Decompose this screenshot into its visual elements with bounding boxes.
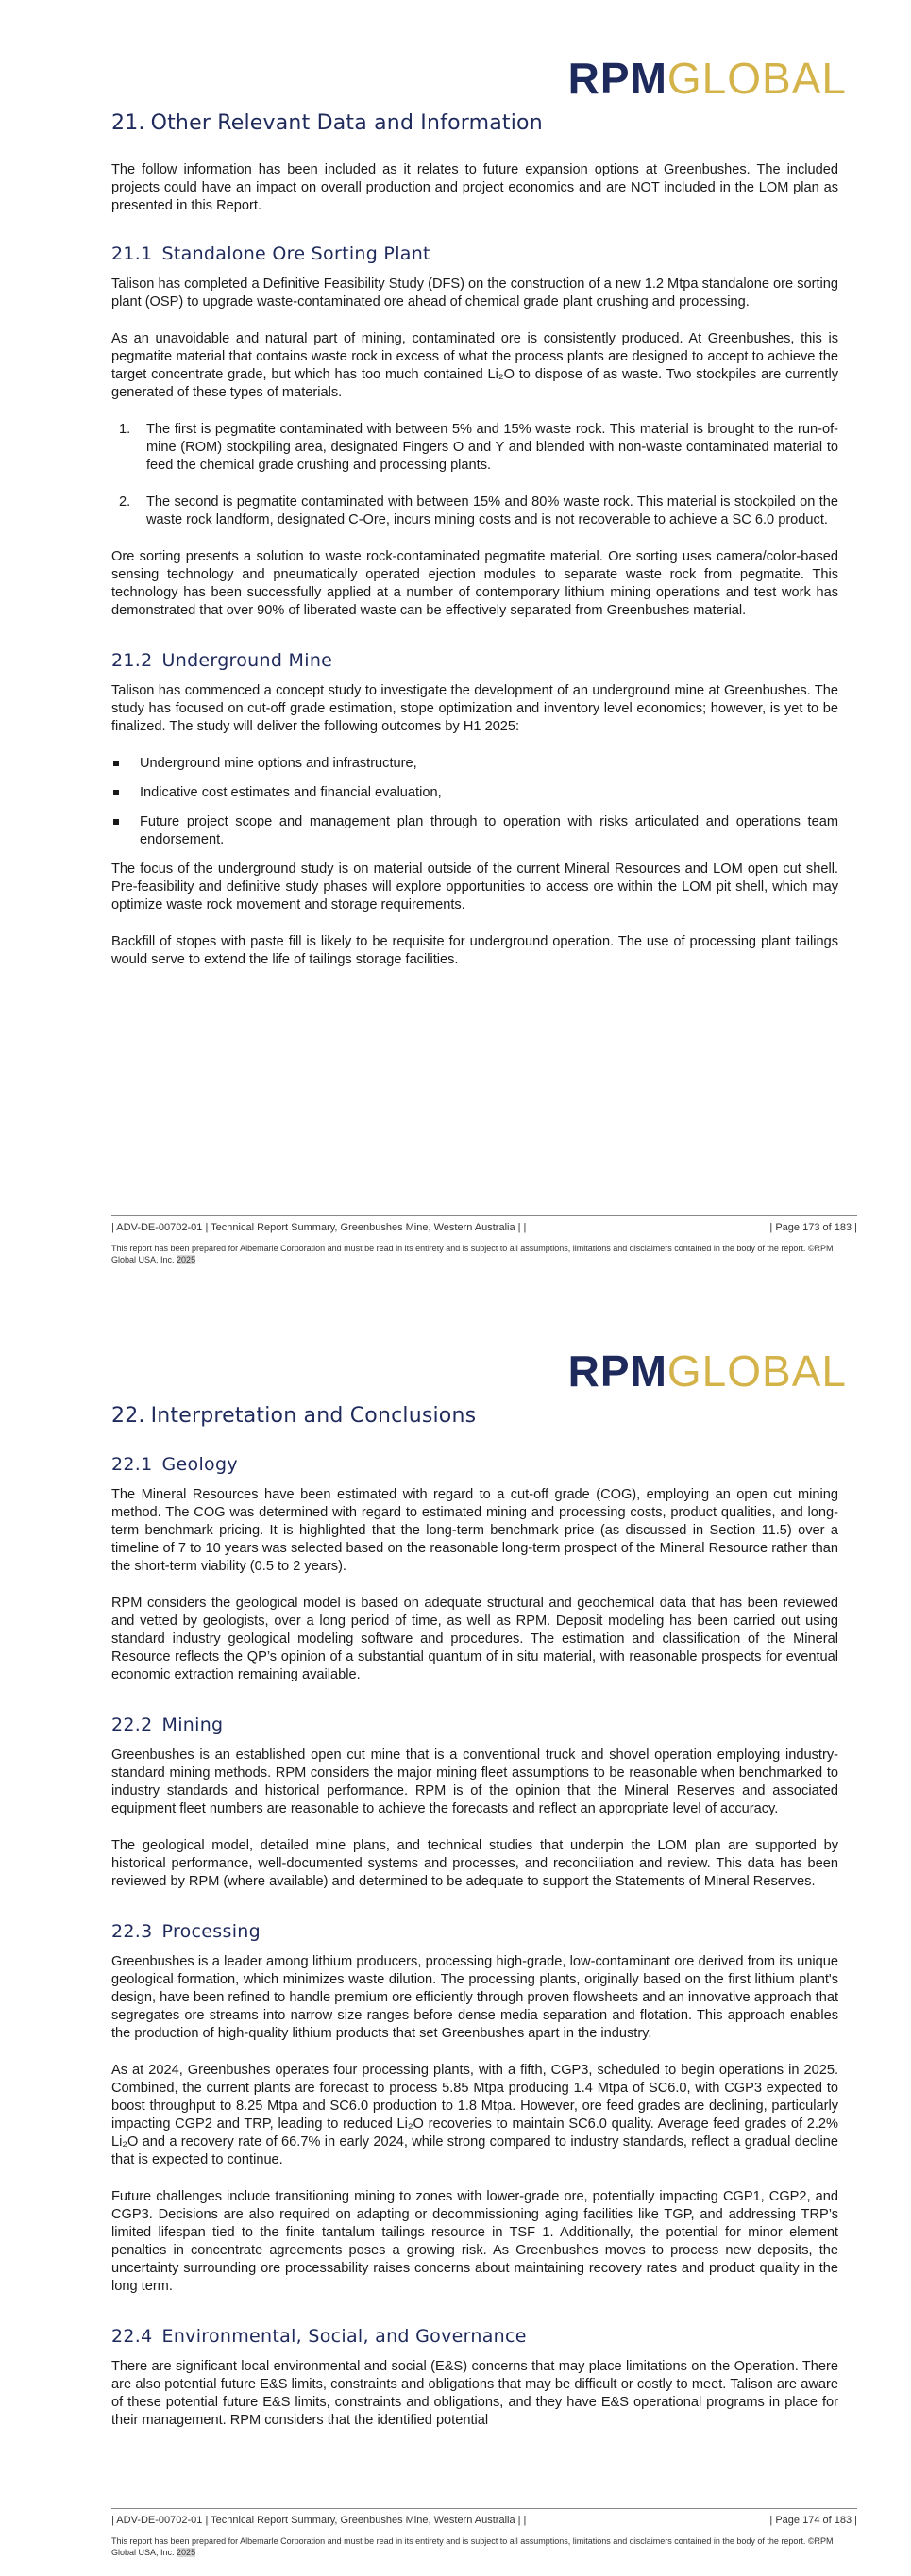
paragraph: As at 2024, Greenbushes operates four processing plants, with a fifth, CGP3, scheduled to begin operations in 2025. Combined, the current plants are forecast to process 5.85 Mtpa producing 1.4 Mtpa of SC6.0, with CGP3 expected to boost throughput to 8.25 Mtpa and SC6.0 production to 1.8 Mtpa. However, ore feed grades are declining, particularly impacting CGP2 and TRP, leading to reduced Li₂O recoveries to maintain SC6.0 quality. Average feed grades of 2.2% Li₂O and a recovery rate of 66.7% in early 2024, while strong compared to industry standards, reflect a gradual decline that is expected to continue.	[111, 2063, 838, 2167]
section-21-heading: 21. Other Relevant Data and Information	[111, 111, 543, 135]
rpm-global-logo: RPMGLOBAL	[567, 1347, 847, 1396]
paragraph: Talison has completed a Definitive Feasibility Study (DFS) on the construction of a new 1.2 Mtpa standalone ore sorting plant (OSP) to upgrade waste-contaminated ore ahead of chemical grade plant crushing and processing.	[111, 276, 838, 309]
section-21-1-heading: 21.1 Standalone Ore Sorting Plant	[111, 243, 430, 264]
footer-disclaimer: This report has been prepared for Albemarle Corporation and must be read in its entirety and is subject to all assumptions, limitations and disclaimers contained in the body of the report. ©RPM Global USA, Inc. 2025	[111, 2536, 834, 2557]
paragraph: Backfill of stopes with paste fill is likely to be requisite for underground operation. The use of processing plant tailings would serve to extend the life of tailings storage facilities.	[111, 934, 838, 967]
section-22-heading: 22. Interpretation and Conclusions	[111, 1404, 477, 1428]
square-bullet-icon	[113, 761, 119, 766]
footer-copyright: ©RPM Global USA, Inc. 2025	[111, 2536, 834, 2557]
list-item: Indicative cost estimates and financial evaluation,	[111, 784, 838, 802]
footer-disclaimer: This report has been prepared for Albemarle Corporation and must be read in its entirety and is subject to all assumptions, limitations and disclaimers contained in the body of the report. ©RPM Global USA, Inc. 2025	[111, 1244, 834, 1264]
footer-divider	[111, 2508, 857, 2509]
paragraph: Talison has commenced a concept study to investigate the development of an underground mine at Greenbushes. The study has focused on cut-off grade estimation, stope optimization and inventory level economics; however, is yet to be finalized. The study will deliver the following outcomes by H1 2025:	[111, 683, 838, 734]
section-22-3	[111, 1921, 838, 2296]
page-footer	[111, 2508, 857, 2558]
paragraph: Ore sorting presents a solution to waste rock-contaminated pegmatite material. Ore sorting uses camera/color-based sensing technology and pneumatically operated ejection modules to separate waste rock from pegmatite. This technology has been successfully applied at a number of contemporary lithium mining operations and test work has demonstrated that over 90% of liberated waste can be effectively separated from Greenbushes material.	[111, 549, 838, 618]
outcomes-list	[111, 755, 838, 849]
paragraph: The Mineral Resources have been estimated with regard to a cut-off grade (COG), employing an open cut mining method. The COG was determined with regard to estimated mining and processing costs, product qualities, and long-term benchmark pricing. It is highlighted that the long-term benchmark price (as discussed in Section 11.5) over a timeline of 7 to 10 years was selected based on the reasonable long-term prospect of the Mineral Resource rather than the short-term viability (0.5 to 2 years).	[111, 1487, 838, 1574]
page-173-content	[111, 111, 838, 999]
section-22-2-heading: 22.2 Mining	[111, 1715, 224, 1735]
stockpile-list	[111, 421, 838, 529]
footer-page-number: | Page 174 of 183 |	[769, 2515, 857, 2526]
footer-copyright: ©RPM Global USA, Inc. 2025	[111, 1244, 834, 1264]
list-item: Underground mine options and infrastructure,	[111, 755, 838, 773]
paragraph: RPM considers the geological model is based on adequate structural and geochemical data that has been reviewed and vetted by geologists, over a long period of time, as well as RPM. Deposit modeling has been carried out using standard industry geological modeling software and procedures. The estimation and classification of the Mineral Resource reflects the QP’s opinion of a substantial quantum of in situ material, with reasonable prospects for eventual economic extraction remaining available.	[111, 1596, 838, 1682]
paragraph: As an unavoidable and natural part of mining, contaminated ore is consistently produced. At Greenbushes, this is pegmatite material that contains waste rock in excess of what the process plants are designed to accept to achieve the target concentrate grade, but which has too much contained Li₂O to dispose of as waste. Two stockpiles are currently generated of these types of materials.	[111, 331, 838, 400]
section-21-intro: The follow information has been included as it relates to future expansion options at Greenbushes. The included projects could have an impact on overall production and project economics and are NOT included in the LOM plan as presented in this Report.	[111, 162, 838, 213]
section-21-2-heading: 21.2 Underground Mine	[111, 650, 333, 671]
list-item: 2. The second is pegmatite contaminated with between 15% and 80% waste rock. This material is stockpiled on the waste rock landform, designated C-Ore, incurs mining costs and is not recoverable to achieve a SC 6.0 product.	[119, 494, 838, 527]
list-item: 1. The first is pegmatite contaminated with between 5% and 15% waste rock. This material is brought to the run-of-mine (ROM) stockpiling area, designated Fingers O and Y and blended with non-waste contaminated material to feed the chemical grade crushing and processing plants.	[119, 422, 838, 473]
paragraph: Future challenges include transitioning mining to zones with lower-grade ore, potentially impacting CGP1, CGP2, and CGP3. Decisions are also required on adapting or decommissioning aging facilities like TGP, and addressing TRP’s limited lifespan tied to the finite tantalum tailings resource in TSF 1. Additionally, the potential for minor element penalties in concentrate agreements poses a growing risk. As Greenbushes moves to process new deposits, the uncertainty surrounding ore processability raises concerns about maintaining recovery rates and product quality in the long term.	[111, 2189, 838, 2294]
section-22-4-heading: 22.4 Environmental, Social, and Governance	[111, 2326, 527, 2347]
page-174	[0, 1293, 911, 2576]
paragraph: Greenbushes is a leader among lithium producers, processing high-grade, low-contaminant ore derived from its unique geological formation, which minimizes waste dilution. The processing plants, originally based on the first lithium plant's design, have been refined to handle premium ore efficiently through proven flowsheets and an innovative approach that segregates ore streams into narrow size ranges before dense media separation and flotation. This approach enables the production of high-quality lithium products that set Greenbushes apart in the industry.	[111, 1954, 838, 2041]
footer-page-number: | Page 173 of 183 |	[769, 1222, 857, 1233]
footer-divider	[111, 1215, 857, 1216]
square-bullet-icon	[113, 819, 119, 825]
section-21-1	[111, 243, 838, 620]
paragraph: The focus of the underground study is on material outside of the current Mineral Resources and LOM open cut shell. Pre-feasibility and definitive study phases will explore opportunities to access ore within the LOM pit shell, which may optimize waste rock movement and storage requirements.	[111, 861, 838, 912]
page-footer	[111, 1215, 857, 1265]
list-item: Future project scope and management plan through to operation with risks articulated and operations team endorsement.	[111, 813, 838, 849]
paragraph: There are significant local environmental and social (E&S) concerns that may place limitations on the Operation. There are also potential future E&S limits, constraints and obligations that may be difficult or costly to meet. Talison are aware of these potential future E&S limits, constraints and obligations, and they have E&S operational programs in place for their management. RPM considers that the identified potential	[111, 2359, 838, 2428]
section-22-2	[111, 1715, 838, 1891]
section-22-1	[111, 1454, 838, 1684]
page-173	[0, 0, 911, 1279]
footer-document-info: | ADV-DE-00702-01 | Technical Report Summary, Greenbushes Mine, Western Australia | |	[111, 1222, 527, 1233]
footer-document-info: | ADV-DE-00702-01 | Technical Report Summary, Greenbushes Mine, Western Australia | |	[111, 2515, 527, 2526]
square-bullet-icon	[113, 790, 119, 795]
section-21-2	[111, 650, 838, 969]
paragraph: The geological model, detailed mine plans, and technical studies that underpin the LOM plan are supported by historical performance, well-documented systems and processes, and reconciliation and review. This data has been reviewed by RPM (where available) and determined to be adequate to support the Statements of Mineral Reserves.	[111, 1838, 838, 1889]
section-22-3-heading: 22.3 Processing	[111, 1921, 261, 1942]
paragraph: Greenbushes is an established open cut mine that is a conventional truck and shovel operation employing industry-standard mining methods. RPM considers the major mining fleet assumptions to be reasonable when benchmarked to industry standards and historical performance. RPM is of the opinion that the Mineral Reserves and associated equipment fleet numbers are reasonable to achieve the forecasts and reflect an appropriate level of accuracy.	[111, 1748, 838, 1816]
section-22-1-heading: 22.1 Geology	[111, 1454, 238, 1475]
rpm-global-logo: RPMGLOBAL	[567, 54, 847, 103]
page-174-content	[111, 1404, 838, 2460]
section-22-4	[111, 2326, 838, 2430]
